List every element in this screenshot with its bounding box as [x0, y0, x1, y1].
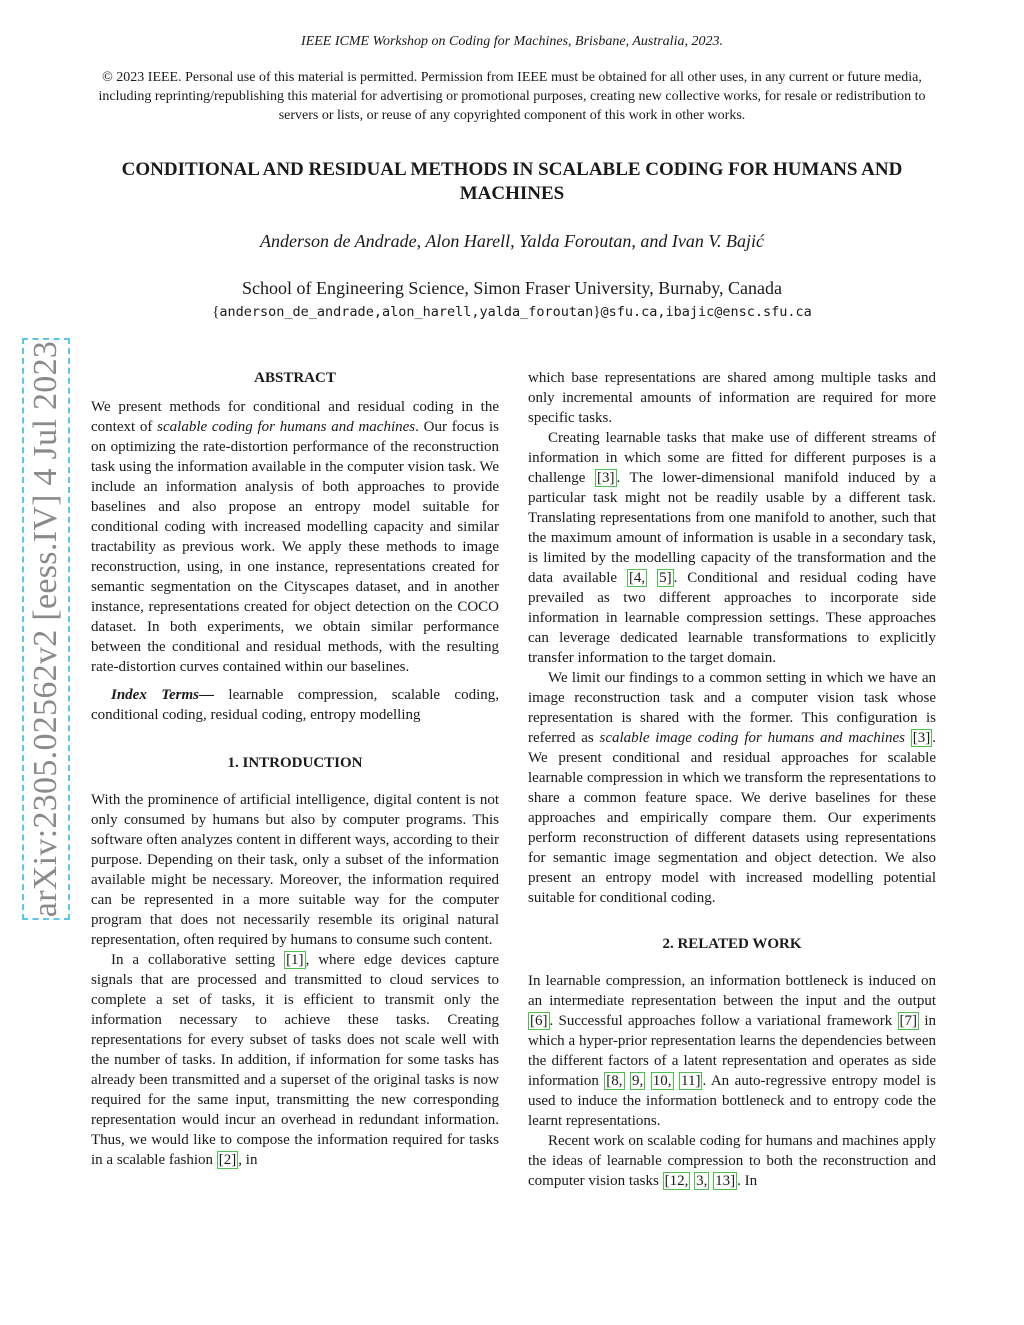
affiliation: School of Engineering Science, Simon Fraser University, Burnaby, Canada: [241, 278, 783, 298]
intro-p5-emphasis: scalable image coding for humans and machines: [599, 730, 905, 746]
email-list: anderson_de_andrade,alon_harell,yalda_foroutan: [219, 304, 594, 320]
citation-link[interactable]: [2]: [218, 1152, 237, 1168]
related-p1-c: in which a hyper-prior representation learns the dependencies between the different factors of a latent representation and operates as side information: [528, 1013, 936, 1089]
author-list: Anderson de Andrade, Alon Harell, Yalda Foroutan, and Ivan V. Bajić: [260, 231, 764, 251]
intro-p4-c: . Conditional and residual coding have prevailed as two different approaches to incorporate side information in learnable compression settings. These approaches can leverage dedicated learnable transformations to explicitly transfer information to the target domain.: [528, 570, 936, 666]
related-p1-a: In learnable compression, an information bottleneck is induced on an intermediate representation between the input and the output: [528, 973, 936, 1009]
arxiv-stamp[interactable]: [22, 338, 70, 920]
citation-link[interactable]: 13]: [715, 1173, 736, 1189]
citation-link[interactable]: [6]: [530, 1013, 548, 1029]
intro-p5-space: [905, 730, 911, 746]
left-column: [91, 368, 499, 1170]
email-extra: ibajic@ensc.sfu.ca: [665, 304, 812, 320]
intro-p4-a: Creating learnable tasks that make use of different streams of information in which some are fitted for different purposes is a challenge: [528, 430, 936, 486]
intro-p4-b: . The lower-dimensional manifold induced by a particular task might not be readily usable by a different task. Translating representations from one manifold to another, such that the maximum amount of information is usable in a secondary task, is limited by the modelling capacity of the transformation and the data available: [528, 470, 937, 586]
email-domain: @sfu.ca,: [600, 304, 666, 320]
intro-paragraph-4: [528, 428, 936, 668]
citation-link[interactable]: 11]: [681, 1073, 701, 1089]
abstract-heading: ABSTRACT: [254, 370, 336, 386]
related-paragraph-1: [528, 971, 936, 1131]
intro-p2-a: In a collaborative setting: [111, 952, 285, 968]
intro-p5-a: We limit our findings to a common setting in which we have an image reconstruction task and a computer vision task whose representation is shared with the former. This configuration is referred as: [528, 670, 936, 746]
intro-p2-b: , where edge devices capture signals that are processed and transmitted to cloud services to complete a set of tasks, it is efficient to transmit only the information necessary to achieve these tasks. Creating representations for every subset of tasks does not scale well with the number of tasks. In addition, if information for some tasks has already been transmitted and a superset of the original tasks is now required for the same input, transmitting the new corresponding representation would incur an overhead in redundant information. Thus, we would like to compose the information required for tasks in a scalable fashion: [91, 952, 499, 1168]
related-p1-d: . An auto-regressive entropy model is used to induce the information bottleneck and to entropy code the learnt representations.: [528, 1073, 937, 1129]
abstract-emphasis: scalable coding for humans and machines: [157, 419, 416, 435]
related-p2-b: . In: [737, 1173, 758, 1189]
citation-link[interactable]: 10,: [652, 1073, 672, 1089]
intro-p2-c: , in: [238, 1152, 258, 1168]
related-p2-a: Recent work on scalable coding for humans and machines apply the ideas of learnable compression to both the reconstruction and computer vision tasks: [528, 1133, 936, 1189]
intro-paragraph-1: With the prominence of artificial intelligence, digital content is not only consumed by humans but also by computer programs. This software often analyzes content in different ways, according to their purpose. Depending on their task, only a subset of the information available might be necessary. Moreover, the information required can be represented in a more suitable way for the computer program that does not necessarily resemble its original natural representation, often required by humans to consume such content.: [91, 792, 499, 948]
index-terms: [91, 685, 499, 725]
citation-link[interactable]: 9,: [632, 1073, 644, 1089]
related-paragraph-2: [528, 1131, 936, 1191]
intro-paragraph-5: [528, 668, 936, 908]
intro-heading: 1. INTRODUCTION: [227, 755, 363, 771]
paper-title: CONDITIONAL AND RESIDUAL METHODS IN SCALABLE CODING FOR HUMANS AND MACHINES: [121, 159, 903, 204]
abstract-text: [91, 397, 499, 677]
citation-link[interactable]: [12,: [664, 1173, 689, 1189]
related-p1-b: . Successful approaches follow a variational framework: [549, 1013, 898, 1029]
email-line: [0, 304, 1024, 321]
intro-paragraph-2: [91, 950, 499, 1170]
abstract-text-b: . Our focus is on optimizing the rate-distortion performance of the reconstruction task using the information available in the computer vision task. We include an information analysis of both approaches to provide baselines and also propose an entropy model suitable for conditional coding with increased modelling capacity and similar tractability as previous work. We apply these methods to image reconstruction, using, in one instance, representations created for semantic segmentation on the Cityscapes dataset, and in another instance, representations created for object detection on the COCO dataset. In both experiments, we obtain similar performance between the conditional and residual methods, with the resulting rate-distortion curves contained within our baselines.: [91, 419, 500, 675]
abstract-text-a: We present methods for conditional and residual coding in the context of: [91, 399, 499, 435]
citation-link[interactable]: [1]: [286, 952, 304, 968]
citation-link[interactable]: 5]: [659, 570, 672, 586]
venue-line: IEEE ICME Workshop on Coding for Machines, Brisbane, Australia, 2023.: [301, 34, 723, 49]
right-column: [528, 368, 936, 1191]
arxiv-stamp-text: arXiv:2305.02562v2 [eess.IV] 4 Jul 2023: [27, 340, 64, 918]
citation-link[interactable]: [3]: [912, 730, 931, 746]
intro-p5-b: . We present conditional and residual approaches for scalable learnable compression in which we transform the representations to share a common feature space. We derive baselines for these approaches and empirically compare them. Our experiments perform reconstruction of different datasets using representations for semantic image segmentation and object detection. We also present an entropy model with increased modelling potential suitable for conditional coding.: [528, 730, 937, 906]
citation-link[interactable]: 3,: [696, 1173, 708, 1189]
citation-link[interactable]: [8,: [606, 1073, 623, 1089]
email-brace-close: }: [593, 304, 601, 320]
index-terms-list: learnable compression, scalable coding, conditional coding, residual coding, entropy modelling: [91, 687, 499, 723]
related-work-heading: 2. RELATED WORK: [662, 936, 802, 952]
copyright-notice: © 2023 IEEE. Personal use of this material is permitted. Permission from IEEE must be obtained for all other uses, in any current or future media, including reprinting/republishing this material for advertising or promotional purposes, creating new collective works, for resale or redistribution to servers or lists, or reuse of any copyrighted component of this work in other works.: [98, 70, 926, 123]
intro-paragraph-3: which base representations are shared among multiple tasks and only incremental amounts of information are required for more specific tasks.: [528, 370, 936, 426]
citation-link[interactable]: [4,: [628, 570, 646, 586]
citation-link[interactable]: [3]: [597, 470, 615, 486]
citation-link[interactable]: [7]: [899, 1013, 918, 1029]
index-terms-label: Index Terms—: [111, 687, 215, 703]
email-brace-open: {: [212, 304, 220, 320]
